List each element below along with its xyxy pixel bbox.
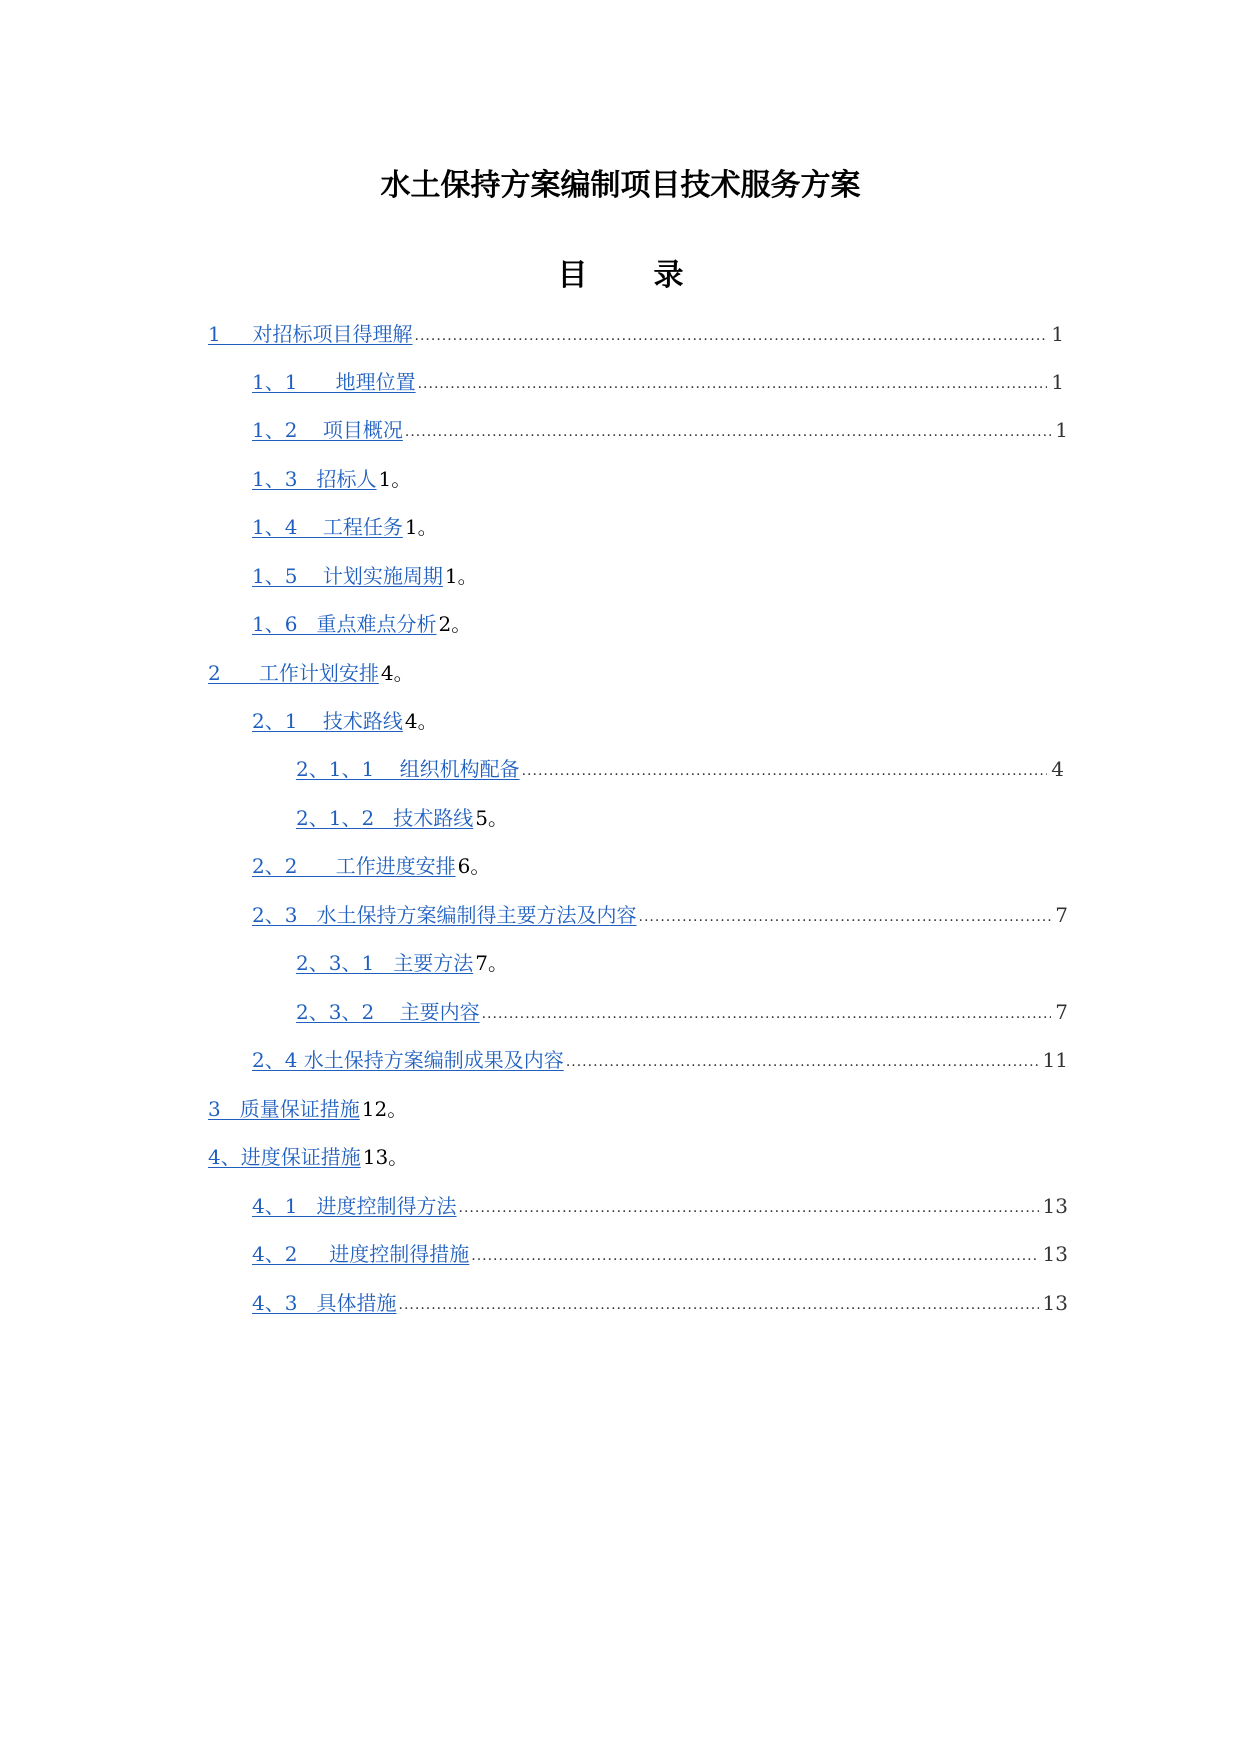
toc-entry	[252, 1188, 1068, 1220]
toc-entry-link[interactable]: 2、3 水土保持方案编制得主要方法及内容	[252, 903, 637, 927]
toc-entry-link[interactable]: 2、3、1 主要方法	[296, 951, 474, 975]
toc-entry	[296, 994, 1068, 1026]
toc-heading-left: 目	[557, 258, 588, 293]
toc-entry-link[interactable]: 2、4 水土保持方案编制成果及内容	[252, 1048, 564, 1072]
toc-leader	[459, 1196, 1039, 1220]
toc-entry	[296, 800, 508, 832]
toc-entry	[208, 1139, 408, 1171]
toc-entry-link[interactable]: 2、3、2 主要内容	[296, 1000, 480, 1024]
toc-entry-link[interactable]: 1、2 项目概况	[252, 418, 403, 442]
toc-entry-link[interactable]: 4、3 具体措施	[252, 1291, 397, 1315]
document-title: 水土保持方案编制项目技术服务方案	[380, 168, 861, 203]
toc-page-number: 12。	[361, 1097, 408, 1121]
toc-leader	[399, 1293, 1039, 1317]
toc-entry	[252, 364, 1064, 396]
toc-page-number: 4。	[380, 661, 414, 685]
toc-entry-link[interactable]: 1、1 地理位置	[252, 370, 416, 394]
toc-entry	[252, 1042, 1068, 1074]
toc-page-number: 7。	[475, 951, 508, 975]
toc-entry	[208, 316, 1064, 348]
toc-page-number: 13	[1042, 1291, 1068, 1315]
toc-page-number: 1。	[404, 515, 438, 539]
toc-leader	[482, 1002, 1052, 1026]
toc-entry	[252, 848, 490, 880]
toc-page-number: 6。	[457, 854, 491, 878]
toc-entry-link[interactable]: 1、3 招标人	[252, 467, 377, 491]
toc-page-number: 1。	[444, 564, 478, 588]
toc-entry-link[interactable]: 2、1、1 组织机构配备	[296, 757, 520, 781]
toc-entry	[208, 655, 414, 687]
toc-entry	[252, 558, 478, 590]
toc-page-number: 2。	[438, 612, 472, 636]
toc-entry-link[interactable]: 1、5 计划实施周期	[252, 564, 443, 588]
toc-leader	[566, 1050, 1039, 1074]
toc-entry	[252, 509, 438, 541]
toc-entry-link[interactable]: 2、2 工作进度安排	[252, 854, 456, 878]
toc-entry-link[interactable]: 4、进度保证措施	[208, 1145, 361, 1169]
toc-entry-link[interactable]: 1、6 重点难点分析	[252, 612, 437, 636]
toc-entry	[252, 606, 471, 638]
toc-entry-link[interactable]: 1、4 工程任务	[252, 515, 403, 539]
toc-entry	[252, 897, 1068, 929]
toc-leader	[471, 1244, 1038, 1268]
toc-page-number: 1	[1055, 418, 1068, 442]
toc-page-number: 1	[1051, 322, 1064, 346]
toc-heading-right: 录	[653, 258, 684, 293]
toc-leader	[405, 420, 1051, 444]
toc-page-number: 4。	[404, 709, 438, 733]
toc-entry	[252, 412, 1068, 444]
toc-entry-link[interactable]: 2、1、2 技术路线	[296, 806, 474, 830]
toc-leader	[639, 905, 1052, 929]
toc-entry	[296, 945, 508, 977]
toc-entry	[252, 1236, 1068, 1268]
toc-page-number: 11	[1042, 1048, 1068, 1072]
toc-page-number: 7	[1055, 1000, 1068, 1024]
toc-page-number: 13	[1042, 1194, 1068, 1218]
toc-leader	[415, 324, 1048, 348]
toc-page-number: 13	[1042, 1242, 1068, 1266]
toc-page-number: 1。	[378, 467, 412, 491]
toc-entry	[252, 703, 438, 735]
toc-entry	[296, 751, 1064, 783]
toc-heading	[0, 254, 1241, 298]
toc-entry-link[interactable]: 3 质量保证措施	[208, 1097, 360, 1121]
toc-page-number: 13。	[362, 1145, 409, 1169]
toc-page-number: 1	[1051, 370, 1064, 394]
toc-leader	[418, 372, 1048, 396]
toc-entry	[252, 1285, 1068, 1317]
toc-entry-link[interactable]: 2 工作计划安排	[208, 661, 379, 685]
toc-leader	[522, 759, 1048, 783]
toc-entry-link[interactable]: 2、1 技术路线	[252, 709, 403, 733]
toc-entry-link[interactable]: 1 对招标项目得理解	[208, 322, 413, 346]
toc-entry	[208, 1091, 407, 1123]
toc-page-number: 5。	[475, 806, 508, 830]
toc-entry-link[interactable]: 4、2 进度控制得措施	[252, 1242, 470, 1266]
toc-page-number: 4	[1051, 757, 1064, 781]
toc-page-number: 7	[1055, 903, 1068, 927]
toc-entry	[252, 461, 411, 493]
toc-entry-link[interactable]: 4、1 进度控制得方法	[252, 1194, 457, 1218]
